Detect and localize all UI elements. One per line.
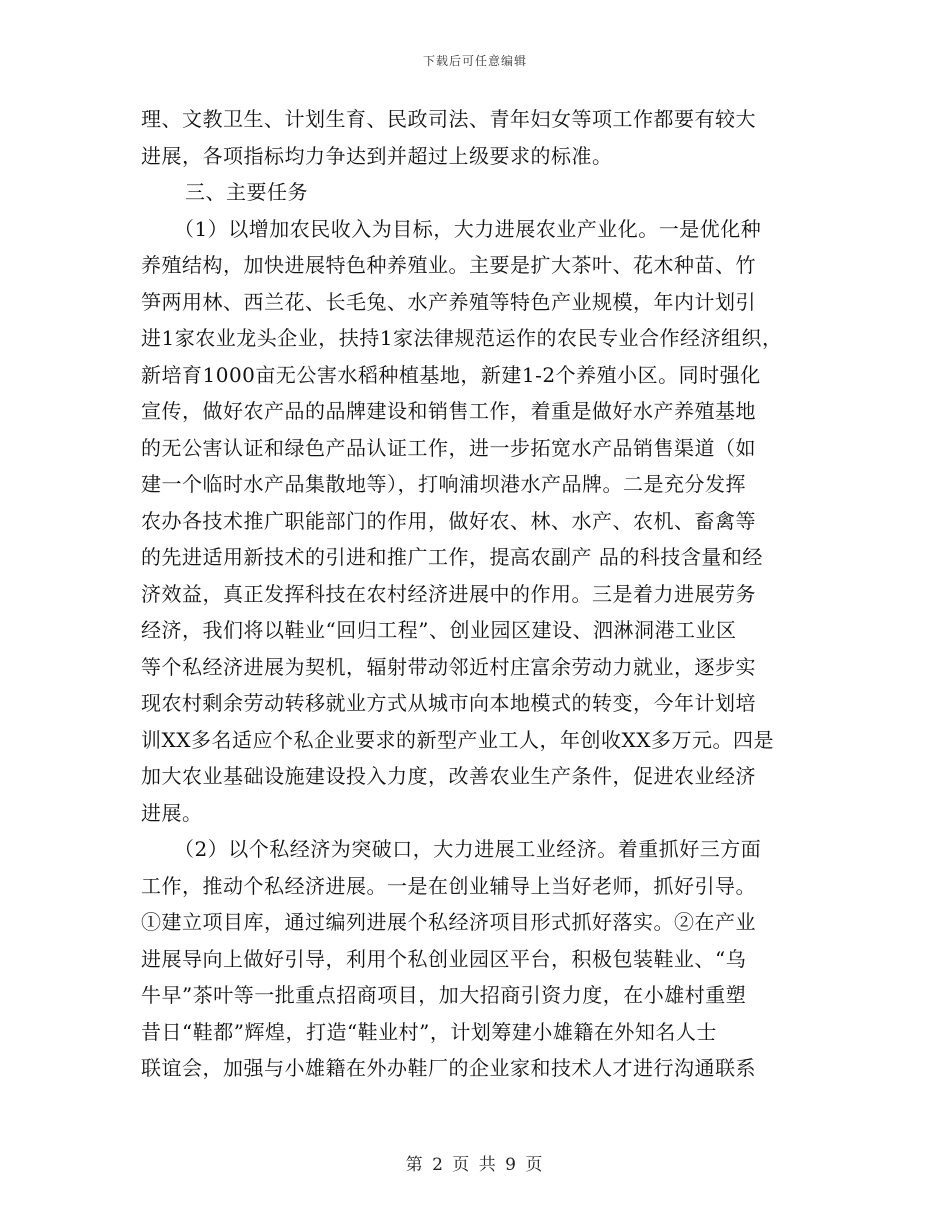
text-line: 等个私经济进展为契机，辐射带动邻近村庄富余劳动力就业，逐步实 (141, 654, 756, 679)
text-line: 联谊会，加强与小雄籍在外办鞋厂的企业家和技术人才进行沟通联系 (141, 1056, 756, 1080)
text-line: 新培育1000亩无公害水稻种植基地，新建1-2个养殖小区。同时强化 (141, 362, 761, 387)
text-line: 现农村剩余劳动转移就业方式从城市向本地模式的转变，今年计划培 (141, 691, 756, 715)
text-line: 训XX多名适应个私企业要求的新型产业工人，年创收XX多万元。四是 (141, 727, 774, 752)
text-line: 昔日“鞋都”辉煌，打造“鞋业村”，计划筹建小雄籍在外知名人士 (141, 1019, 717, 1044)
text-line: 建一个临时水产品集散地等），打响浦坝港水产品牌。二是充分发挥 (141, 472, 746, 496)
text-line: 牛早”茶叶等一批重点招商项目，加大招商引资力度，在小雄村重塑 (141, 983, 747, 1007)
document-body (141, 101, 821, 1087)
page-number: 第 2 页 共 9 页 (405, 1155, 545, 1175)
text-line: ①建立项目库，通过编列进展个私经济项目形式抓好落实。②在产业 (141, 910, 756, 934)
section-heading: 三、主要任务 (185, 180, 308, 204)
text-line: 农办各技术推广职能部门的作用，做好农、林、水产、农机、畜禽等 (141, 508, 756, 533)
text-line: 的无公害认证和绿色产品认证工作，进一步拓宽水产品销售渠道（如 (141, 435, 756, 460)
text-line: 宣传，做好农产品的品牌建设和销售工作，着重是做好水产养殖基地 (141, 399, 756, 423)
text-line: 进展，各项指标均力争达到并超过上级要求的标准。 (141, 143, 613, 168)
text-line: （1）以增加农民收入为目标，大力进展农业产业化。一是优化种 (174, 216, 762, 241)
text-line: 进1家农业龙头企业，扶持1家法律规范运作的农民专业合作经济组织， (141, 326, 783, 350)
text-line: （2）以个私经济为突破口，大力进展工业经济。着重抓好三方面 (174, 837, 762, 861)
text-line: 工作，推动个私经济进展。一是在创业辅导上当好老师，抓好引导。 (141, 873, 756, 898)
text-line: 的先进适用新技术的引进和推广工作，提高农副产 品的科技含量和经 (141, 545, 763, 569)
text-line: 进展导向上做好引导，利用个私创业园区平台，积极包装鞋业、“乌 (141, 946, 747, 971)
text-line: 经济，我们将以鞋业“回归工程”、创业园区建设、泗淋洞港工业区 (141, 618, 737, 642)
text-line: 笋两用林、西兰花、长毛兔、水产养殖等特色产业规模，年内计划引 (141, 289, 756, 314)
text-line: 济效益，真正发挥科技在农村经济进展中的作用。三是着力进展劳务 (141, 581, 756, 606)
text-line: 加大农业基础设施建设投入力度，改善农业生产条件，促进农业经济 (141, 764, 756, 788)
text-line: 理、文教卫生、计划生育、民政司法、青年妇女等项工作都要有较大 (141, 107, 756, 131)
page-header: 下载后可任意编辑 (422, 54, 527, 68)
text-line: 进展。 (141, 800, 203, 825)
text-line: 养殖结构，加快进展特色种养殖业。主要是扩大茶叶、花木种苗、竹 (141, 253, 756, 277)
